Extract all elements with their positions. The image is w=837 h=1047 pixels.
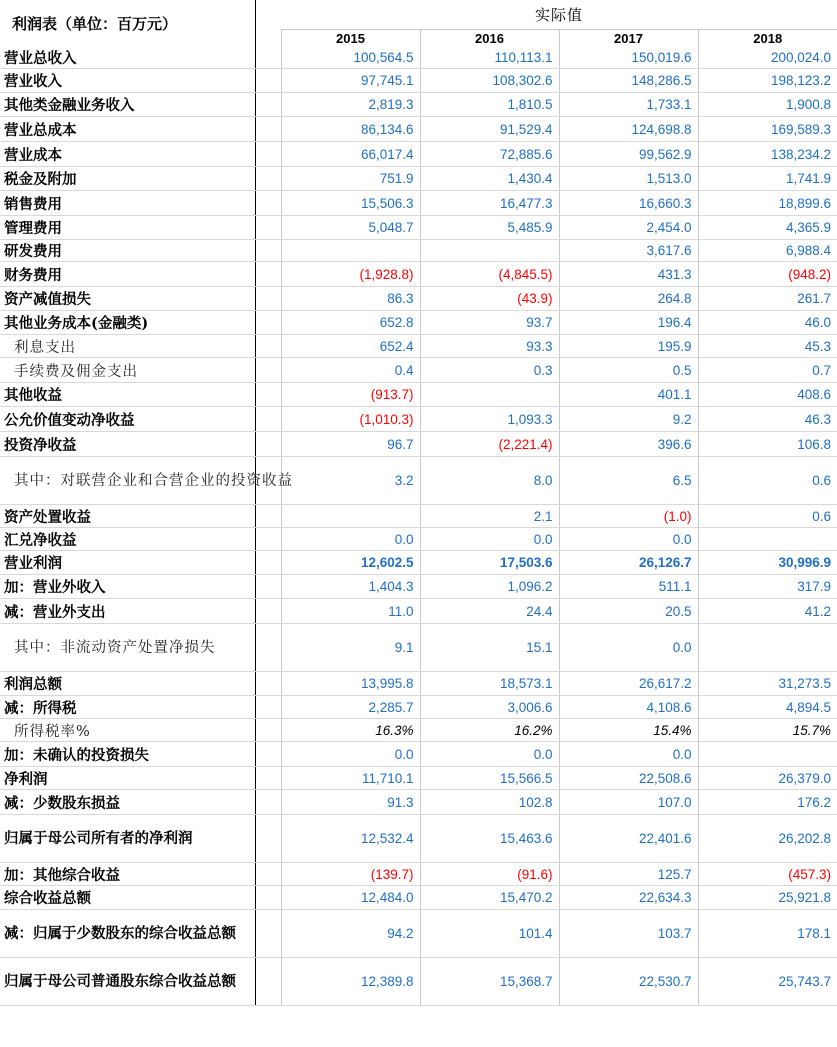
value-cell: 0.0 [420, 528, 559, 551]
value-cell: 26,617.2 [559, 672, 698, 696]
gap-cell [255, 407, 273, 432]
row-label: 利息支出 [0, 335, 255, 358]
value-cell: (91.6) [420, 863, 559, 886]
value-cell: 1,430.4 [420, 167, 559, 191]
table-row [0, 93, 837, 117]
value-cell: 15,506.3 [281, 191, 420, 216]
table-row [0, 457, 837, 505]
value-cell: 96.7 [281, 432, 420, 457]
value-cell: (457.3) [698, 863, 837, 886]
value-cell: 31,273.5 [698, 672, 837, 696]
value-cell: 46.3 [698, 407, 837, 432]
value-cell: 13,995.8 [281, 672, 420, 696]
value-cell: 15.4% [559, 719, 698, 742]
gap-cell [255, 311, 273, 335]
value-cell: 12,602.5 [281, 551, 420, 575]
value-cell [698, 624, 837, 672]
value-cell: 751.9 [281, 167, 420, 191]
table-row [0, 742, 837, 767]
value-cell: 200,024.0 [698, 47, 837, 69]
value-cell: 12,532.4 [281, 815, 420, 863]
gap-cell [273, 311, 281, 335]
gap-cell [255, 719, 273, 742]
gap-cell [273, 624, 281, 672]
row-label: 其中：对联营企业和合营企业的投资收益 [0, 457, 255, 505]
value-cell [281, 240, 420, 262]
value-cell: 15,566.5 [420, 767, 559, 790]
gap-cell [255, 528, 273, 551]
table-row [0, 910, 837, 958]
row-label: 净利润 [0, 767, 255, 790]
table-title: 利润表（单位：百万元） [12, 16, 178, 33]
value-cell: 401.1 [559, 383, 698, 407]
gap-cell [255, 696, 273, 719]
table-row [0, 790, 837, 815]
gap-cell [273, 575, 281, 599]
value-cell: 6,988.4 [698, 240, 837, 262]
row-label: 利润总额 [0, 672, 255, 696]
table-row [0, 240, 837, 262]
row-label: 营业成本 [0, 142, 255, 167]
gap-cell [255, 69, 273, 93]
value-cell: 1,513.0 [559, 167, 698, 191]
row-label: 加：营业外收入 [0, 575, 255, 599]
gap-cell [255, 47, 273, 69]
value-cell: 2,454.0 [559, 216, 698, 240]
value-cell: 46.0 [698, 311, 837, 335]
value-cell: 15.7% [698, 719, 837, 742]
value-cell: 22,634.3 [559, 886, 698, 910]
value-cell: 26,126.7 [559, 551, 698, 575]
row-label: 其中：非流动资产处置净损失 [0, 624, 255, 672]
gap-cell [273, 790, 281, 815]
row-label: 营业总收入 [0, 47, 255, 69]
table-row [0, 117, 837, 142]
year-header: 2015 [281, 29, 420, 47]
value-cell: 124,698.8 [559, 117, 698, 142]
value-cell: 11.0 [281, 599, 420, 624]
value-cell: 176.2 [698, 790, 837, 815]
value-cell: 150,019.6 [559, 47, 698, 69]
gap-cell [273, 47, 281, 69]
value-cell: 1,093.3 [420, 407, 559, 432]
gap-cell [255, 142, 273, 167]
gap-cell [255, 910, 273, 958]
row-label: 所得税率% [0, 719, 255, 742]
value-cell: 196.4 [559, 311, 698, 335]
gap-cell [255, 240, 273, 262]
value-cell: 2.1 [420, 505, 559, 528]
value-cell: 86.3 [281, 287, 420, 311]
value-cell: 94.2 [281, 910, 420, 958]
gap-cell [273, 505, 281, 528]
value-cell: 4,108.6 [559, 696, 698, 719]
year-header: 2016 [420, 29, 559, 47]
value-cell: 0.5 [559, 358, 698, 383]
gap-cell [273, 696, 281, 719]
gap-cell [255, 815, 273, 863]
value-cell: 0.0 [559, 624, 698, 672]
value-cell [420, 240, 559, 262]
table-row [0, 528, 837, 551]
gap-cell [255, 672, 273, 696]
value-cell: 511.1 [559, 575, 698, 599]
gap-cell [273, 29, 281, 47]
row-label: 税金及附加 [0, 167, 255, 191]
gap-cell [255, 599, 273, 624]
gap-cell [255, 505, 273, 528]
year-header: 2018 [698, 29, 837, 47]
value-cell: 0.7 [698, 358, 837, 383]
value-cell: 8.0 [420, 457, 559, 505]
gap-cell [255, 287, 273, 311]
row-label: 减：归属于少数股东的综合收益总额 [0, 910, 255, 958]
table-row [0, 142, 837, 167]
value-cell: 26,379.0 [698, 767, 837, 790]
gap-cell [273, 358, 281, 383]
gap-cell [273, 216, 281, 240]
value-cell: 11,710.1 [281, 767, 420, 790]
value-cell: 45.3 [698, 335, 837, 358]
table-row [0, 958, 837, 1006]
value-cell: 108,302.6 [420, 69, 559, 93]
gap-cell [273, 93, 281, 117]
value-cell: 91.3 [281, 790, 420, 815]
gap-cell [273, 863, 281, 886]
value-cell: 72,885.6 [420, 142, 559, 167]
table-row [0, 216, 837, 240]
gap-cell [273, 767, 281, 790]
value-cell: 18,573.1 [420, 672, 559, 696]
value-cell: 30,996.9 [698, 551, 837, 575]
value-cell: 0.4 [281, 358, 420, 383]
gap-cell [273, 240, 281, 262]
value-cell: 261.7 [698, 287, 837, 311]
value-cell: 9.1 [281, 624, 420, 672]
gap-cell [255, 191, 273, 216]
row-label: 归属于母公司所有者的净利润 [0, 815, 255, 863]
gap-cell [273, 551, 281, 575]
gap-cell [255, 863, 273, 886]
value-cell: 0.0 [559, 742, 698, 767]
value-cell: 6.5 [559, 457, 698, 505]
value-cell: 12,484.0 [281, 886, 420, 910]
row-label: 销售费用 [0, 191, 255, 216]
gap-cell [255, 624, 273, 672]
value-cell: 2,819.3 [281, 93, 420, 117]
table-row [0, 383, 837, 407]
value-cell: 25,921.8 [698, 886, 837, 910]
value-cell: 103.7 [559, 910, 698, 958]
value-cell: 195.9 [559, 335, 698, 358]
value-cell: 16,660.3 [559, 191, 698, 216]
value-cell: 0.6 [698, 457, 837, 505]
gap-cell [273, 287, 281, 311]
gap-cell [273, 432, 281, 457]
value-cell: (1,928.8) [281, 262, 420, 287]
value-cell: 22,401.6 [559, 815, 698, 863]
gap-cell [255, 117, 273, 142]
value-cell: 3.2 [281, 457, 420, 505]
gap-cell [273, 142, 281, 167]
value-cell [698, 742, 837, 767]
table-row [0, 863, 837, 886]
value-cell: 41.2 [698, 599, 837, 624]
gap-cell [255, 958, 273, 1006]
value-cell: 86,134.6 [281, 117, 420, 142]
row-label: 减：营业外支出 [0, 599, 255, 624]
value-cell: 26,202.8 [698, 815, 837, 863]
value-cell: 3,617.6 [559, 240, 698, 262]
value-cell: 0.6 [698, 505, 837, 528]
table-row [0, 287, 837, 311]
group-header: 实际值 [535, 6, 584, 24]
value-cell: 1,810.5 [420, 93, 559, 117]
value-cell: 652.8 [281, 311, 420, 335]
table-row [0, 551, 837, 575]
value-cell: 169,589.3 [698, 117, 837, 142]
value-cell: 264.8 [559, 287, 698, 311]
value-cell: (1.0) [559, 505, 698, 528]
row-label: 汇兑净收益 [0, 528, 255, 551]
value-cell: 20.5 [559, 599, 698, 624]
value-cell: 396.6 [559, 432, 698, 457]
value-cell: 15.1 [420, 624, 559, 672]
value-cell: 5,048.7 [281, 216, 420, 240]
table-row [0, 672, 837, 696]
value-cell: 15,470.2 [420, 886, 559, 910]
table-row [0, 886, 837, 910]
table-row [0, 311, 837, 335]
value-cell [420, 383, 559, 407]
value-cell: 25,743.7 [698, 958, 837, 1006]
gap-cell [273, 117, 281, 142]
value-cell: 16.2% [420, 719, 559, 742]
row-label: 资产减值损失 [0, 287, 255, 311]
table-row [0, 47, 837, 69]
value-cell: 101.4 [420, 910, 559, 958]
value-cell: 1,900.8 [698, 93, 837, 117]
table-row [0, 767, 837, 790]
value-cell: 4,894.5 [698, 696, 837, 719]
value-cell: 16.3% [281, 719, 420, 742]
table-row [0, 815, 837, 863]
gap-cell [255, 575, 273, 599]
gap-cell [255, 742, 273, 767]
gap-cell [273, 383, 281, 407]
table-row [0, 599, 837, 624]
value-cell: 5,485.9 [420, 216, 559, 240]
row-label: 减：少数股东损益 [0, 790, 255, 815]
gap-cell [273, 335, 281, 358]
value-cell: (43.9) [420, 287, 559, 311]
row-label: 营业收入 [0, 69, 255, 93]
row-label: 公允价值变动净收益 [0, 407, 255, 432]
value-cell: 107.0 [559, 790, 698, 815]
table-row [0, 432, 837, 457]
row-label: 其他收益 [0, 383, 255, 407]
value-cell: 93.3 [420, 335, 559, 358]
value-cell: 106.8 [698, 432, 837, 457]
value-cell: 0.0 [281, 528, 420, 551]
row-label: 加：其他综合收益 [0, 863, 255, 886]
table-row [0, 191, 837, 216]
gap-cell [255, 767, 273, 790]
table-row [0, 624, 837, 672]
value-cell: 0.3 [420, 358, 559, 383]
table-row [0, 407, 837, 432]
row-label: 营业总成本 [0, 117, 255, 142]
value-cell: 148,286.5 [559, 69, 698, 93]
row-label: 研发费用 [0, 240, 255, 262]
gap-cell [273, 719, 281, 742]
gap-cell [273, 528, 281, 551]
row-label: 手续费及佣金支出 [0, 358, 255, 383]
gap-cell [273, 910, 281, 958]
value-cell: 93.7 [420, 311, 559, 335]
value-cell: 408.6 [698, 383, 837, 407]
value-cell: 9.2 [559, 407, 698, 432]
value-cell: 1,741.9 [698, 167, 837, 191]
value-cell: 125.7 [559, 863, 698, 886]
value-cell: 99,562.9 [559, 142, 698, 167]
value-cell: (4,845.5) [420, 262, 559, 287]
table-row [0, 262, 837, 287]
value-cell: 15,368.7 [420, 958, 559, 1006]
gap-cell [273, 407, 281, 432]
value-cell: 3,006.6 [420, 696, 559, 719]
value-cell: (1,010.3) [281, 407, 420, 432]
gap-cell [255, 886, 273, 910]
value-cell: (139.7) [281, 863, 420, 886]
gap-cell [255, 262, 273, 287]
value-cell: 652.4 [281, 335, 420, 358]
gap-cell [255, 790, 273, 815]
table-row [0, 358, 837, 383]
value-cell: 15,463.6 [420, 815, 559, 863]
value-cell: 110,113.1 [420, 47, 559, 69]
table-row [0, 167, 837, 191]
value-cell: 17,503.6 [420, 551, 559, 575]
value-cell: 317.9 [698, 575, 837, 599]
gap-cell [255, 216, 273, 240]
value-cell: 22,508.6 [559, 767, 698, 790]
gap-cell [255, 383, 273, 407]
gap-cell [273, 167, 281, 191]
value-cell: 24.4 [420, 599, 559, 624]
row-label: 财务费用 [0, 262, 255, 287]
gap-cell [273, 191, 281, 216]
gap-cell [273, 815, 281, 863]
value-cell: 0.0 [420, 742, 559, 767]
gap-cell [255, 358, 273, 383]
row-label: 资产处置收益 [0, 505, 255, 528]
value-cell: 22,530.7 [559, 958, 698, 1006]
value-cell: 178.1 [698, 910, 837, 958]
value-cell: 100,564.5 [281, 47, 420, 69]
row-label: 加：未确认的投资损失 [0, 742, 255, 767]
row-label: 营业利润 [0, 551, 255, 575]
value-cell: 12,389.8 [281, 958, 420, 1006]
value-cell: (2,221.4) [420, 432, 559, 457]
value-cell [281, 505, 420, 528]
value-cell: 66,017.4 [281, 142, 420, 167]
table-row [0, 335, 837, 358]
value-cell: (913.7) [281, 383, 420, 407]
year-header: 2017 [559, 29, 698, 47]
gap-cell [273, 886, 281, 910]
value-cell: 1,096.2 [420, 575, 559, 599]
gap-cell [273, 69, 281, 93]
table-row [0, 696, 837, 719]
value-cell [698, 528, 837, 551]
value-cell: 91,529.4 [420, 117, 559, 142]
value-cell: 431.3 [559, 262, 698, 287]
gap-cell [255, 335, 273, 358]
gap-cell [255, 432, 273, 457]
value-cell: 4,365.9 [698, 216, 837, 240]
row-label: 综合收益总额 [0, 886, 255, 910]
value-cell: 0.0 [559, 528, 698, 551]
row-label: 其他类金融业务收入 [0, 93, 255, 117]
value-cell: 1,733.1 [559, 93, 698, 117]
value-cell: 0.0 [281, 742, 420, 767]
value-cell: 1,404.3 [281, 575, 420, 599]
gap-cell [255, 551, 273, 575]
row-label: 其他业务成本(金融类) [0, 311, 255, 335]
value-cell: 102.8 [420, 790, 559, 815]
gap-cell [255, 0, 273, 29]
value-cell: 16,477.3 [420, 191, 559, 216]
table-row [0, 505, 837, 528]
gap-cell [273, 672, 281, 696]
value-cell: 18,899.6 [698, 191, 837, 216]
row-label: 投资净收益 [0, 432, 255, 457]
value-cell: 97,745.1 [281, 69, 420, 93]
gap-cell [273, 742, 281, 767]
gap-cell [273, 599, 281, 624]
value-cell: 198,123.2 [698, 69, 837, 93]
row-label: 归属于母公司普通股东综合收益总额 [0, 958, 255, 1006]
table-row [0, 575, 837, 599]
gap-cell [255, 29, 273, 47]
gap-cell [255, 93, 273, 117]
gap-cell [255, 167, 273, 191]
row-label: 减：所得税 [0, 696, 255, 719]
table-row [0, 69, 837, 93]
gap-cell [273, 0, 281, 29]
row-label: 管理费用 [0, 216, 255, 240]
value-cell: (948.2) [698, 262, 837, 287]
gap-cell [273, 958, 281, 1006]
table-row [0, 719, 837, 742]
value-cell: 138,234.2 [698, 142, 837, 167]
value-cell: 2,285.7 [281, 696, 420, 719]
gap-cell [273, 262, 281, 287]
